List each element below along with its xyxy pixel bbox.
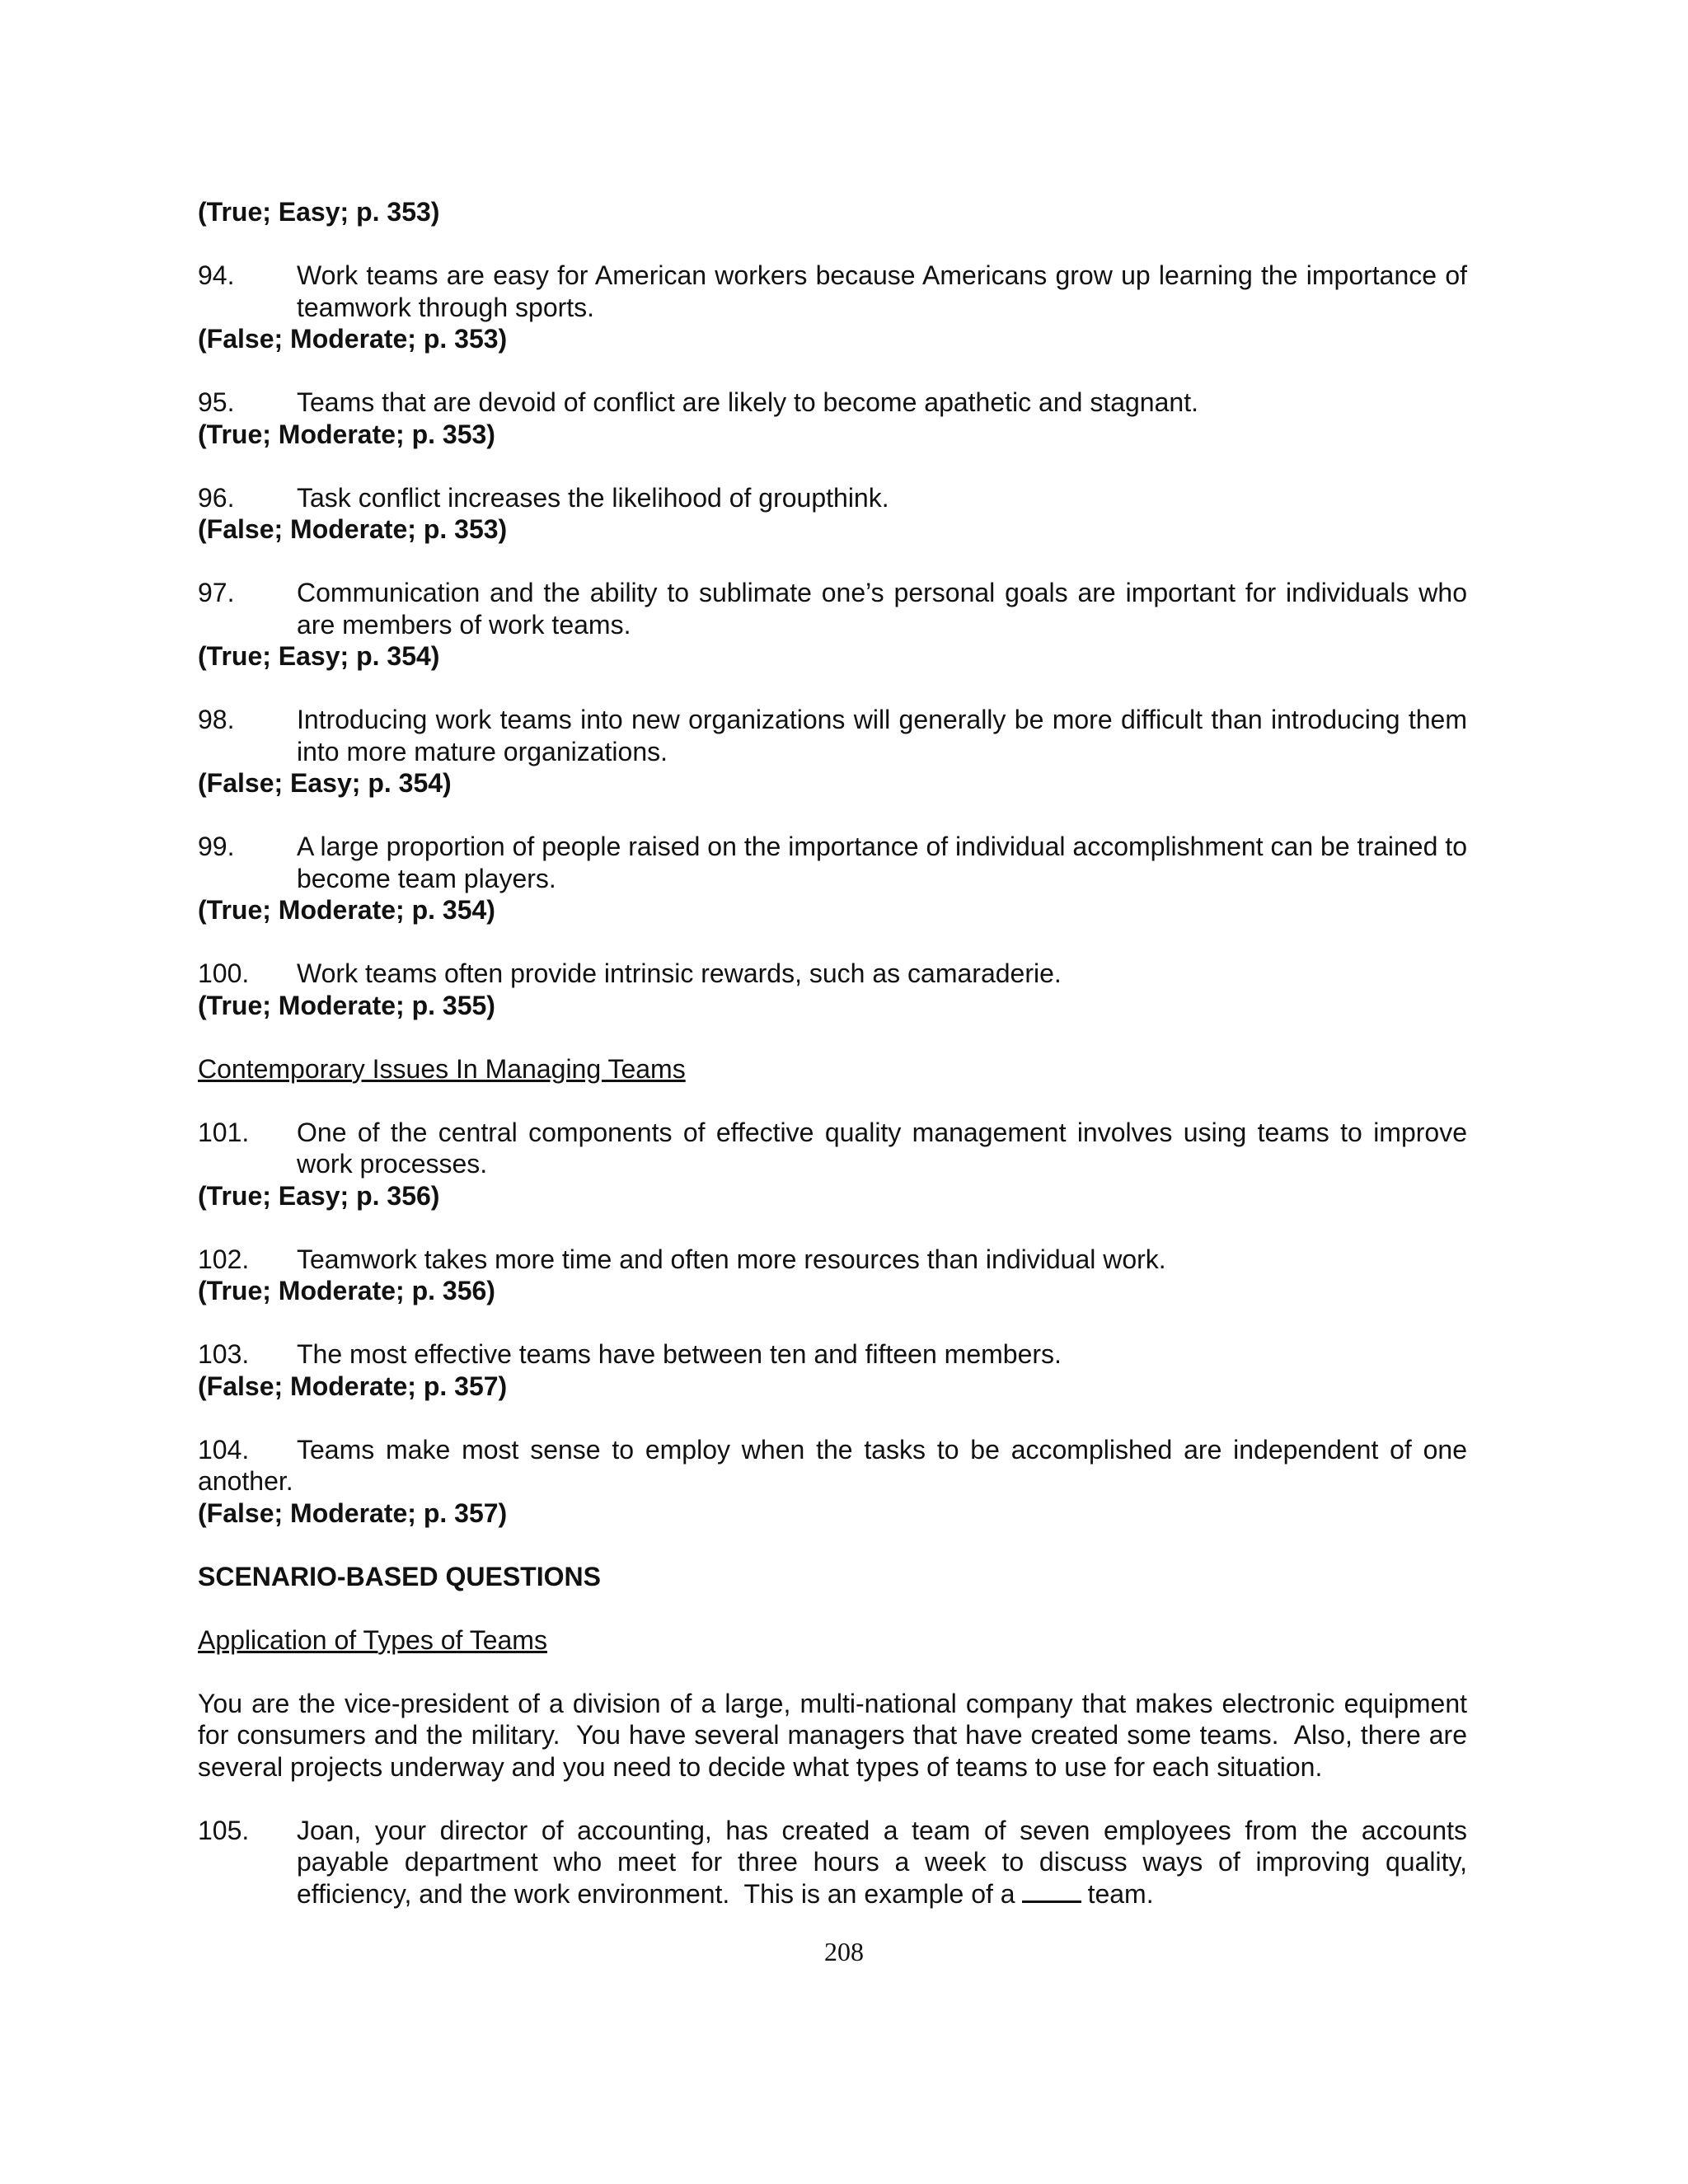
question-105 <box>198 1815 1475 1910</box>
answer-key: (False; Easy; p. 354) <box>198 768 452 798</box>
question-number: 103. <box>198 1339 250 1369</box>
answer-key: (True; Moderate; p. 355) <box>198 990 495 1020</box>
question-text: Teamwork takes more time and often more resources than individual work. <box>297 1244 1166 1274</box>
section-heading: Contemporary Issues In Managing Teams <box>198 1053 686 1084</box>
question-number: 97. <box>198 578 235 607</box>
question-96 <box>198 482 1467 514</box>
question-text: One of the central components of effective quality management involves using teams to improve work processes. <box>297 1117 1467 1179</box>
question-number: 99. <box>198 832 235 861</box>
answer-key: (True; Moderate; p. 354) <box>198 895 495 925</box>
question-text: Task conflict increases the likelihood of groupthink. <box>297 482 889 513</box>
question-94 <box>198 260 1467 323</box>
scenario-heading: SCENARIO-BASED QUESTIONS <box>198 1561 601 1591</box>
answer-key: (False; Moderate; p. 357) <box>198 1497 508 1528</box>
question-number: 104. <box>198 1434 250 1465</box>
document-page <box>198 196 1475 1910</box>
question-number: 102. <box>198 1244 250 1274</box>
question-102 <box>198 1244 1467 1276</box>
question-text-before: Joan, your director of accounting, has created a team of seven employees from the accounts payable department who meet for three hours a week to discuss ways of improving quality, efficiency, and the work environment. This is an example of a <box>297 1815 1475 1909</box>
page-number: 208 <box>824 1937 864 1966</box>
answer-key: (True; Easy; p. 354) <box>198 641 440 671</box>
question-98 <box>198 704 1467 767</box>
answer-key: (True; Moderate; p. 356) <box>198 1276 495 1305</box>
question-text <box>297 1815 1475 1910</box>
question-text: Introducing work teams into new organizations will generally be more difficult than introducing them into more mature organizations. <box>297 705 1467 766</box>
question-number: 105. <box>198 1815 250 1845</box>
answer-key: (False; Moderate; p. 353) <box>198 514 508 544</box>
question-text: A large proportion of people raised on the importance of individual accomplishment can be trained to become team players. <box>297 832 1467 893</box>
answer-key: (False; Moderate; p. 357) <box>198 1371 508 1401</box>
fill-in-blank <box>1022 1879 1081 1903</box>
question-104 <box>198 1434 1467 1497</box>
section-heading: Application of Types of Teams <box>198 1624 547 1655</box>
question-text-after: team. <box>1087 1878 1154 1909</box>
question-text: Teams make most sense to employ when the tasks to be accomplished are independent of one another. <box>198 1434 1467 1496</box>
question-number: 95. <box>198 387 235 417</box>
question-number: 101. <box>198 1117 250 1147</box>
question-95 <box>198 387 1467 419</box>
question-number: 94. <box>198 260 235 290</box>
question-number: 98. <box>198 705 235 734</box>
scenario-paragraph: You are the vice-president of a division of a large, multi-national company that makes electronic equipment for consumers and the military. You have several managers that have created some teams. Also, there are several projects underway and you need to decide what types of teams to use for each situation. <box>198 1688 1475 1782</box>
question-text: The most effective teams have between ten and fifteen members. <box>297 1339 1062 1369</box>
question-number: 100. <box>198 958 250 988</box>
answer-key: (False; Moderate; p. 353) <box>198 324 508 354</box>
question-100 <box>198 958 1467 990</box>
question-103 <box>198 1338 1467 1371</box>
question-97 <box>198 577 1467 640</box>
question-text: Work teams often provide intrinsic rewards, such as camaraderie. <box>297 958 1062 988</box>
question-text: Work teams are easy for American workers because Americans grow up learning the importance of teamwork through sports. <box>297 260 1467 322</box>
question-99 <box>198 831 1467 894</box>
answer-key: (True; Easy; p. 356) <box>198 1180 440 1211</box>
question-text: Teams that are devoid of conflict are likely to become apathetic and stagnant. <box>297 387 1198 417</box>
question-text: Communication and the ability to sublimate one’s personal goals are important for individuals who are members of work teams. <box>297 578 1467 640</box>
question-number: 96. <box>198 482 235 513</box>
question-101 <box>198 1117 1467 1180</box>
answer-key: (True; Moderate; p. 353) <box>198 419 495 449</box>
answer-key: (True; Easy; p. 353) <box>198 197 440 227</box>
